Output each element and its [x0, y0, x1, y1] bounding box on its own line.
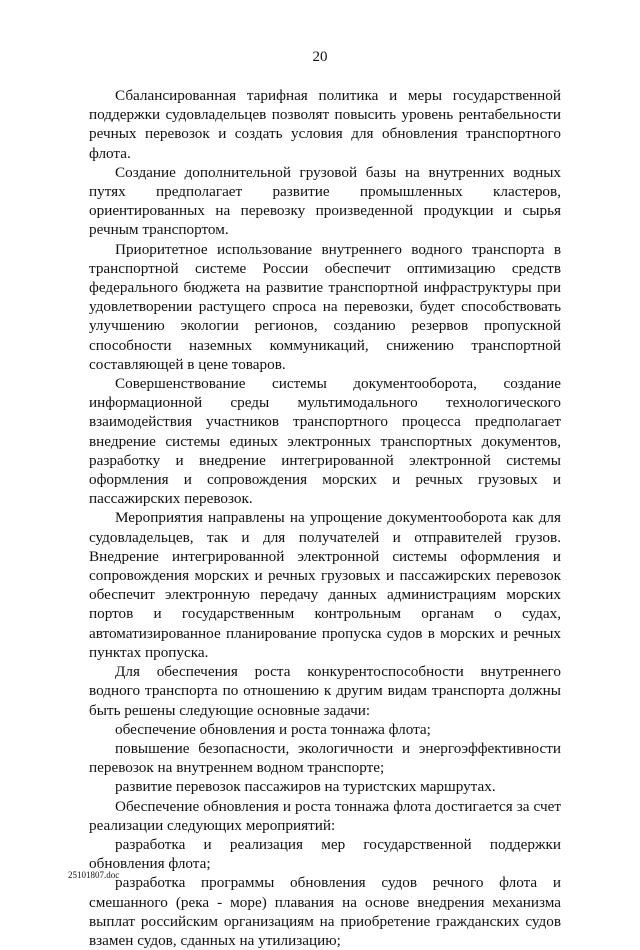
page-number: 20 — [312, 49, 328, 65]
paragraph: Сбалансированная тарифная политика и меры государственной поддержки судовладельцев позволят повысить уровень рентабельности речных перевозок и создать условия для обновления транспортного флота. — [89, 87, 561, 162]
document-body — [89, 86, 561, 950]
paragraph: Создание дополнительной грузовой базы на внутренних водных путях предполагает развитие промышленных кластеров, ориентированных на перевозку произведенной продукции и сырья речным транспортом. — [89, 163, 561, 239]
list-item-task: обеспечение обновления и роста тоннажа флота; — [115, 720, 431, 738]
paragraph: Мероприятия направлены на упрощение документооборота как для судовладельцев, так и для получателей и отправителей грузов. Внедрение интегрированной электронной системы оформления и сопровождения морских и речных грузовых и пассажирских перевозок обеспечит электронную передачу данных администрациям морских портов и государственным контрольным органам о судах, автоматизированное планирование пропуска судов в морских и речных пунктах пропуска. — [89, 509, 561, 661]
list-item-task: повышение безопасности, экологичности и энергоэффективности перевозок на внутреннем водном транспорте; — [89, 739, 561, 777]
paragraph: Приоритетное использование внутреннего водного транспорта в транспортной системе России обеспечит оптимизацию средств федерального бюджета на развитие транспортной инфраструктуры при удовлетворении растущего спроса на перевозки, будет способствовать улучшению экологии регионов, созданию резервов пропускной способности наземных коммуникаций, снижению транспортной составляющей в цене товаров. — [89, 240, 561, 373]
list-item-task: развитие перевозок пассажиров на туристских маршрутах. — [115, 778, 496, 796]
paragraph: Для обеспечения роста конкурентоспособности внутреннего водного транспорта по отношению к другим видам транспорта должны быть решены следующие основные задачи: — [89, 663, 561, 719]
paragraph: Совершенствование системы документооборота, создание информационной среды мультимодального технологического взаимодействия участников транспортного процесса предполагает внедрение системы единых электронных транспортных документов, разработку и внедрение интегрированной электронной системы оформления и сопровождения морских и речных грузовых и пассажирских перевозок. — [89, 375, 561, 508]
list-item-measure: разработка программы обновления судов речного флота и смешанного (река - море) плавания на основе внедрения механизма выплат российским организациям на приобретение гражданских судов взамен судов, сданных на утилизацию; — [89, 874, 561, 949]
list-item-measure: разработка и реализация мер государственной поддержки обновления флота; — [89, 835, 561, 873]
paragraph: Обеспечение обновления и роста тоннажа флота достигается за счет реализации следующих мероприятий: — [89, 797, 561, 834]
footer-filename: 25101807.doc — [68, 870, 120, 880]
